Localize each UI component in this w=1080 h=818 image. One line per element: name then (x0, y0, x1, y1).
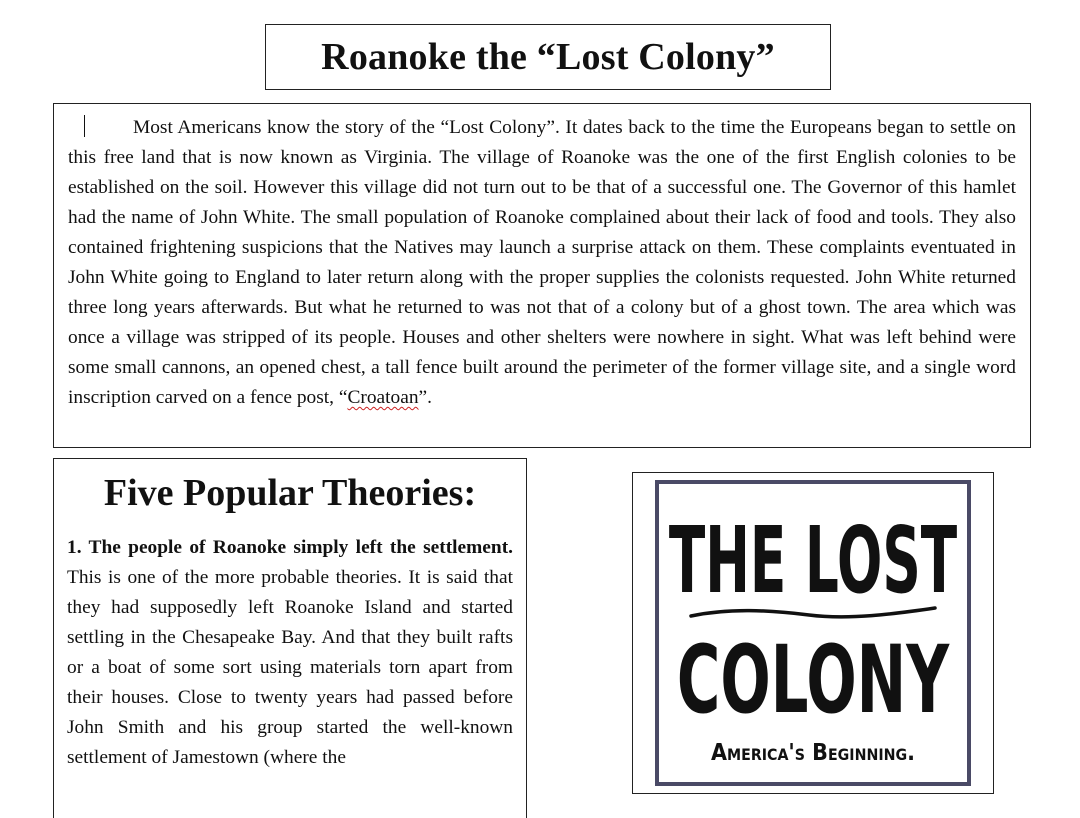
theories-box (53, 458, 527, 818)
theory-item-1-title: 1. The people of Roanoke simply left the settlement. (67, 537, 513, 558)
logo-image-frame (632, 472, 994, 794)
page-title: Roanoke the “Lost Colony” (321, 36, 775, 78)
logo-tagline: America's Beginning. (710, 740, 916, 767)
theory-item-1 (67, 533, 513, 773)
misspelled-word: Croatoan (347, 387, 419, 408)
theories-heading: Five Popular Theories: (103, 472, 477, 514)
intro-text-end: ”. (418, 387, 432, 408)
theory-item-1-text: This is one of the more probable theories. It is said that they had supposedly left Roanoke Island and started settling in the Chesapeake Bay. And that they built rafts or a boat of some sort using materials torn apart from their houses. Close to twenty years had passed before John Smith and his group started the well-known settlement of Jamestown (where the (67, 567, 513, 768)
logo-line-2: COLONY (676, 624, 950, 735)
title-box (265, 24, 831, 90)
lost-colony-logo-graphic (659, 484, 967, 782)
intro-paragraph (68, 113, 1016, 413)
intro-text-box (53, 103, 1031, 448)
text-cursor (84, 115, 85, 137)
intro-text: Most Americans know the story of the “Lost Colony”. It dates back to the time the Europeans began to settle on this free land that is now known as Virginia. The village of Roanoke was the one of the first English colonies to be established on the soil. However this village did not turn out to be that of a successful one. The Governor of this hamlet had the name of John White. The small population of Roanoke complained about their lack of food and tools. They also contained frightening suspicions that the Natives may launch a surprise attack on them. These complaints eventuated in John White going to England to later return along with the proper supplies the colonists requested. John White returned three long years afterwards. But what he returned to was not that of a colony but of a ghost town. The area which was once a village was stripped of its people. Houses and other shelters were nowhere in sight. What was left behind were some small cannons, an opened chest, a tall fence built around the perimeter of the former village site, and a single word inscription carved on a fence post, “ (68, 117, 1016, 408)
lost-colony-logo (655, 480, 971, 786)
logo-line-1: THE LOST (668, 506, 958, 615)
